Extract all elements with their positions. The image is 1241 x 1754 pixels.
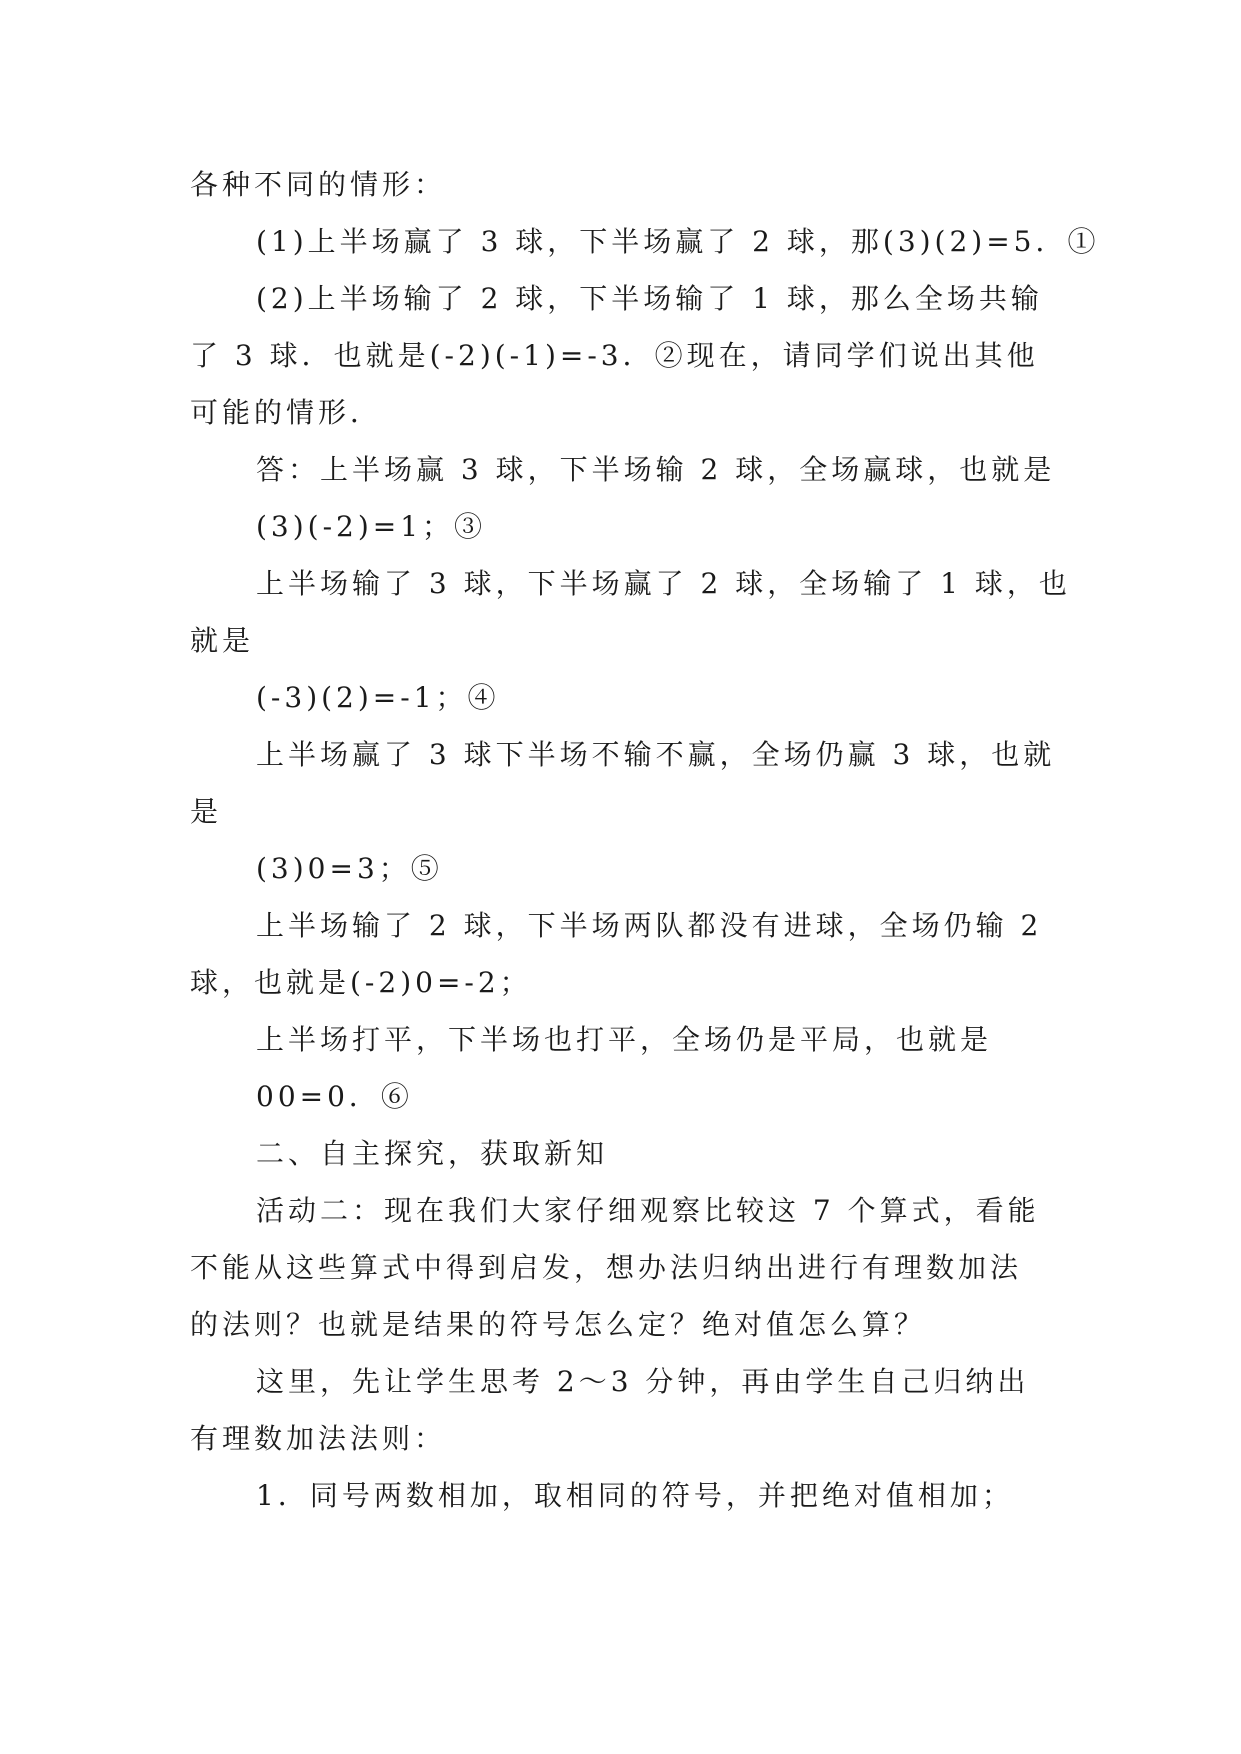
text-line: 就是 [190,624,255,657]
section-heading: 二、自主探究，获取新知 [256,1137,609,1170]
text-line: 球，也就是(-2)0=-2； [190,966,532,999]
text-line: 有理数加法法则： [190,1422,447,1455]
text-line: 上半场打平，下半场也打平，全场仍是平局，也就是 [256,1023,993,1056]
text-line: (1)上半场赢了 3 球，下半场赢了 2 球，那(3)(2)=5．① [256,225,1100,258]
text-line: 上半场输了 3 球，下半场赢了 2 球，全场输了 1 球，也 [256,567,1071,600]
text-line: 可能的情形． [190,396,383,429]
text-line: 的法则？也就是结果的符号怎么定？绝对值怎么算？ [190,1308,927,1341]
text-line: 00=0．⑥ [256,1080,413,1113]
text-line: 各种不同的情形： [190,168,447,201]
text-line: 1．同号两数相加，取相同的符号，并把绝对值相加； [256,1479,1014,1512]
text-line: (3)0=3；⑤ [256,852,443,885]
text-line: (3)(-2)=1；③ [256,510,487,543]
text-line: 活动二：现在我们大家仔细观察比较这 7 个算式，看能 [256,1194,1040,1227]
text-line: 上半场赢了 3 球下半场不输不赢，全场仍赢 3 球，也就 [256,738,1056,771]
text-line: (2)上半场输了 2 球，下半场输了 1 球，那么全场共输 [256,282,1043,315]
text-line: 上半场输了 2 球，下半场两队都没有进球，全场仍输 2 [256,909,1043,942]
text-line: (-3)(2)=-1；④ [256,681,500,714]
text-line: 是 [190,795,223,828]
text-line: 不能从这些算式中得到启发，想办法归纳出进行有理数加法 [190,1251,1023,1284]
text-line: 了 3 球．也就是(-2)(-1)=-3．②现在，请同学们说出其他 [190,339,1039,372]
text-line: 答：上半场赢 3 球，下半场输 2 球，全场赢球，也就是 [256,453,1056,486]
text-line: 这里，先让学生思考 2～3 分钟，再由学生自己归纳出 [256,1365,1030,1398]
